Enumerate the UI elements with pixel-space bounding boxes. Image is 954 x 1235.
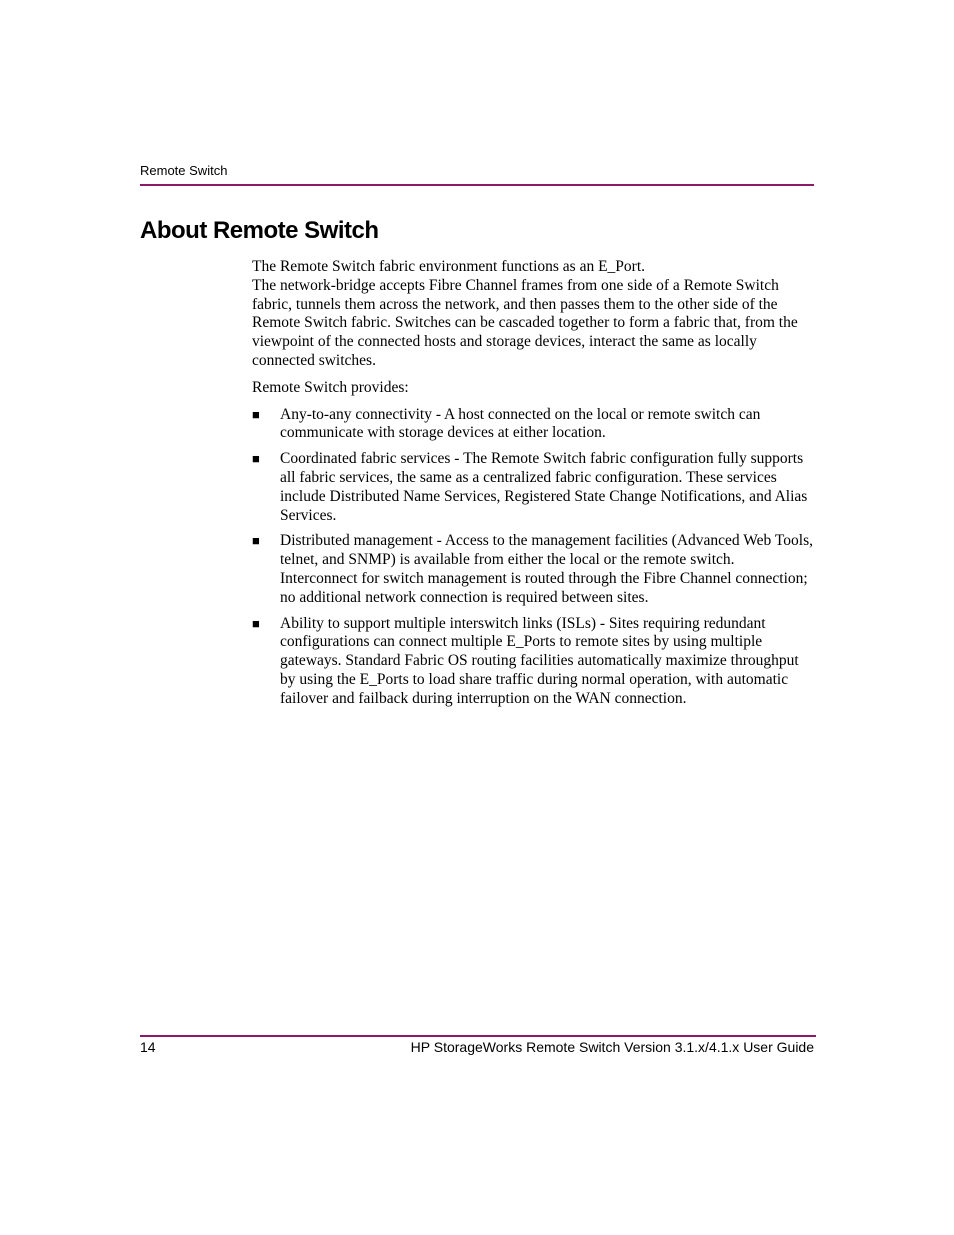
list-item-text: Ability to support multiple interswitch links (ISLs) - Sites requiring redundant configurations can connect multiple E_Ports to remote sites by using multiple gateways. Standard Fabric OS routing facilities automatically maximize throughput by using the E_Ports to load share traffic during normal operation, with automatic failover and failback during interruption on the WAN connection.: [280, 614, 799, 707]
footer-rule: [140, 1035, 816, 1037]
list-item-text: Coordinated fabric services - The Remote Switch fabric configuration fully supports all fabric services, the same as a centralized fabric configuration. These services include Distributed Name Services, Registered State Change Notifications, and Alias Services.: [280, 450, 808, 524]
running-header: Remote Switch: [140, 163, 228, 178]
bullet-icon: ■: [252, 533, 260, 549]
body-content: [252, 258, 814, 716]
feature-list: [252, 406, 814, 709]
section-title: About Remote Switch: [140, 217, 379, 244]
footer-doc-title: HP StorageWorks Remote Switch Version 3.1.x/4.1.x User Guide: [410, 1039, 814, 1055]
list-item-text: Any-to-any connectivity - A host connected on the local or remote switch can communicate with storage devices at either location.: [280, 405, 761, 442]
list-item-text: Distributed management - Access to the management facilities (Advanced Web Tools, telnet, and SNMP) is available from either the local or the remote switch. Interconnect for switch management is routed through the Fibre Channel connection; no additional network connection is required between sites.: [280, 532, 813, 606]
list-item: [252, 615, 814, 709]
intro-line-2: The network-bridge accepts Fibre Channel frames from one side of a Remote Switch fabric, tunnels them across the network, and then passes them to the other side of the Remote Switch fabric. Switches can be cascaded together to form a fabric that, from the viewpoint of the connected hosts and storage devices, interact the same as locally connected switches.: [252, 276, 798, 369]
bullet-icon: ■: [252, 615, 260, 631]
provides-label: Remote Switch provides:: [252, 378, 409, 396]
intro-line-1: The Remote Switch fabric environment functions as an E_Port.: [252, 258, 646, 275]
page-number: 14: [140, 1039, 156, 1055]
list-item: [252, 450, 814, 525]
intro-paragraph: [252, 258, 814, 371]
list-item: [252, 532, 814, 607]
bullet-icon: ■: [252, 406, 260, 422]
bullet-icon: ■: [252, 451, 260, 467]
header-rule: [140, 184, 814, 186]
list-item: [252, 406, 814, 444]
